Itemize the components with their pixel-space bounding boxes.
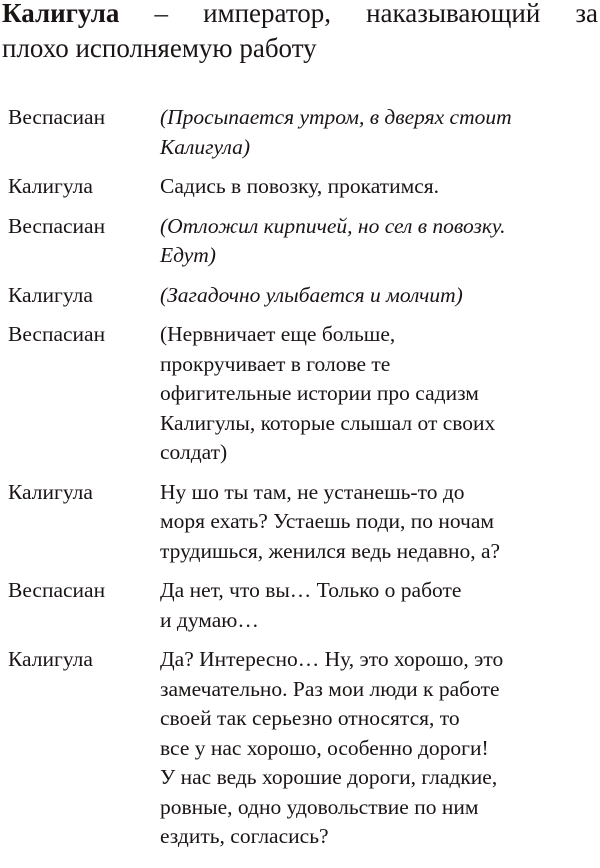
stage-direction: [160, 103, 600, 162]
text-line: Едут): [160, 243, 216, 267]
text-line: своей так серьезно относятся, то: [160, 706, 460, 730]
dialog-line: [0, 212, 600, 271]
speech-text: [160, 320, 600, 468]
speaker-name: Калигула: [8, 282, 93, 307]
speaker-name: Веспасиан: [8, 322, 106, 346]
stage-direction: [160, 212, 600, 271]
heading-word: наказывающий: [366, 0, 541, 28]
text-line: ездить, согласись?: [160, 824, 329, 848]
speech-text: [160, 478, 600, 567]
heading-line-2: плохо исполняемую работу: [2, 33, 317, 63]
text-line: (Просыпается утром, в дверях стоит: [160, 105, 512, 129]
speech-text: [160, 576, 600, 635]
text-line: офигительные истории про садизм: [160, 381, 479, 405]
text-line: моря ехать? Устаешь поди, по ночам: [160, 509, 494, 533]
dialog-script: [0, 103, 600, 862]
text-line: прокручивает в голове те: [160, 351, 391, 376]
speaker-name: Калигула: [8, 479, 93, 504]
text-line: Садись в повозку, прокатимся.: [160, 174, 439, 198]
heading-word: –: [154, 0, 168, 28]
speaker-name: Калигула: [8, 647, 93, 671]
speech-text: [160, 172, 600, 202]
text-line: Калигулы, которые слышал от своих: [160, 410, 496, 435]
dialog-line: [0, 645, 600, 852]
text-line: (Отложил кирпичей, но сел в повозку.: [160, 213, 506, 238]
heading-line-1: [2, 0, 598, 31]
heading-name: Калигула: [2, 0, 120, 28]
dialog-line: [0, 320, 600, 468]
speaker-name: Веспасиан: [8, 213, 106, 238]
dialog-line: [0, 103, 600, 162]
stage-direction: [160, 281, 600, 311]
text-line: (Загадочно улыбается и молчит): [160, 282, 463, 307]
speaker-name: Веспасиан: [8, 105, 106, 129]
text-line: трудишься, женился ведь недавно, а?: [160, 538, 501, 563]
speaker-name: Веспасиан: [8, 578, 106, 602]
dialog-line: [0, 172, 600, 202]
text-line: и думаю…: [160, 607, 259, 632]
text-line: все у нас хорошо, особенно дороги!: [160, 735, 489, 760]
text-line: У нас ведь хорошие дороги, гладкие,: [160, 765, 498, 789]
text-line: Ну шо ты там, не устанешь-то до: [160, 479, 465, 504]
text-line: замечательно. Раз мои люди к работе: [160, 676, 500, 701]
heading-word: император,: [203, 0, 332, 28]
dialog-line: [0, 478, 600, 567]
text-line: Да? Интересно… Ну, это хорошо, это: [160, 647, 504, 671]
text-line: (Нервничает еще больше,: [160, 322, 396, 346]
text-line: ровные, одно удовольствие по ним: [160, 794, 479, 819]
speech-text: [160, 645, 600, 852]
speaker-name: Калигула: [8, 174, 93, 198]
section-heading: [2, 0, 598, 66]
text-line: Калигула): [160, 134, 251, 159]
text-line: солдат): [160, 440, 228, 464]
dialog-line: [0, 576, 600, 635]
dialog-line: [0, 281, 600, 311]
heading-word: за: [575, 0, 598, 28]
text-line: Да нет, что вы… Только о работе: [160, 578, 462, 602]
